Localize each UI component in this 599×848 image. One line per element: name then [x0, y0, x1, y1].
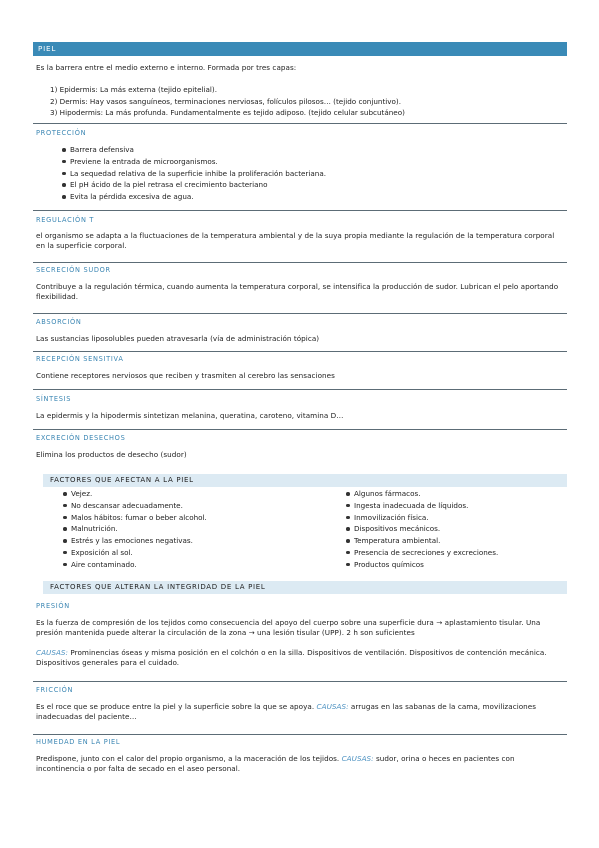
- causas-label: CAUSAS:: [341, 754, 374, 763]
- factores-afectan-left-list: [63, 488, 207, 571]
- humedad-text-after: sudor, orina o heces en pacientes con incontinencia o por falta de secado en el aseo personal.: [36, 754, 515, 773]
- regulacion-title: REGULACIÓN T: [36, 216, 95, 224]
- proteccion-item: Evita la pérdida excesiva de agua.: [62, 191, 326, 203]
- humedad-text-before: Predispone, junto con el calor del propio organismo, a la maceración de los tejidos.: [36, 754, 342, 763]
- factor-item: Exposición al sol.: [63, 547, 207, 559]
- presion-causas-text: Prominencias óseas y misma posición en el colchón o en la silla. Dispositivos de ventilación. Dispositivos de contención mecánica. Dispositivos generales para el cuidado.: [36, 648, 547, 667]
- divider: [33, 351, 567, 352]
- divider: [33, 734, 567, 735]
- factor-item: Ingesta inadecuada de líquidos.: [346, 500, 498, 512]
- divider: [33, 681, 567, 682]
- sintesis-text: La epidermis y la hipodermis sintetizan melanina, queratina, caroteno, vitamina D…: [36, 411, 344, 420]
- factores-afectan-band: [43, 474, 567, 487]
- factor-item: Temperatura ambiental.: [346, 535, 498, 547]
- recepcion-title: RECEPCIÓN SENSITIVA: [36, 355, 124, 363]
- factor-item: Presencia de secreciones y excreciones.: [346, 547, 498, 559]
- proteccion-item: La sequedad relativa de la superficie inhibe la proliferación bacteriana.: [62, 168, 326, 180]
- capa-item: 2) Dermis: Hay vasos sanguíneos, terminaciones nerviosas, folículos pilosos… (tejido conjuntivo).: [50, 96, 402, 106]
- factores-afectan-right-list: [346, 488, 498, 571]
- sintesis-title: SÍNTESIS: [36, 395, 72, 403]
- factor-item: Aire contaminado.: [63, 559, 207, 571]
- recepcion-text: Contiene receptores nerviosos que reciben y trasmiten al cerebro las sensaciones: [36, 371, 335, 380]
- divider: [33, 123, 567, 124]
- proteccion-item: Previene la entrada de microorganismos.: [62, 156, 326, 168]
- proteccion-item: El pH ácido de la piel retrasa el crecimiento bacteriano: [62, 179, 326, 191]
- divider: [33, 313, 567, 314]
- friccion-text-before: Es el roce que se produce entre la piel y la superficie sobre la que se apoya.: [36, 702, 317, 711]
- capa-item: 1) Epidermis: La más externa (tejido epitelial).: [50, 85, 218, 94]
- excrecion-title: EXCRECIÓN DESECHOS: [36, 434, 126, 442]
- proteccion-list: [62, 144, 326, 203]
- factor-item: Malos hábitos: fumar o beber alcohol.: [63, 512, 207, 524]
- regulacion-text: el organismo se adapta a la fluctuaciones de la temperatura ambiental y de la suya propia mediante la regulación de la temperatura corporal en la superficie corporal.: [36, 231, 555, 250]
- humedad-text: [36, 754, 564, 774]
- factor-item: Dispositivos mecánicos.: [346, 523, 498, 535]
- friccion-text-after: arrugas en las sabanas de la cama, movilizaciones inadecuadas del paciente…: [36, 702, 537, 721]
- absorcion-text: Las sustancias liposolubles pueden atravesarla (vía de administración tópica): [36, 334, 320, 343]
- causas-label: CAUSAS:: [36, 648, 69, 657]
- proteccion-item: Barrera defensiva: [62, 144, 326, 156]
- factor-item: No descansar adecuadamente.: [63, 500, 207, 512]
- divider: [33, 389, 567, 390]
- friccion-text: [36, 702, 564, 722]
- divider: [33, 429, 567, 430]
- factor-item: Inmovilización física.: [346, 512, 498, 524]
- capas-list: [50, 84, 405, 119]
- piel-title: PIEL: [38, 44, 57, 53]
- secrecion-title: SECRECIÓN SUDOR: [36, 266, 111, 274]
- friccion-title: FRICCIÓN: [36, 686, 74, 694]
- factor-item: Algunos fármacos.: [346, 488, 498, 500]
- factor-item: Productos químicos: [346, 559, 498, 571]
- factor-item: Vejez.: [63, 488, 207, 500]
- presion-causas: [36, 648, 564, 668]
- excrecion-text: Elimina los productos de desecho (sudor): [36, 450, 187, 459]
- absorcion-title: ABSORCIÓN: [36, 318, 82, 326]
- factor-item: Malnutrición.: [63, 523, 207, 535]
- piel-header-bar: [33, 42, 567, 56]
- humedad-title: HUMEDAD EN LA PIEL: [36, 738, 121, 746]
- divider: [33, 210, 567, 211]
- factor-item: Estrés y las emociones negativas.: [63, 535, 207, 547]
- presion-title: PRESIÓN: [36, 602, 70, 610]
- factores-alteran-band: [43, 581, 567, 594]
- causas-label: CAUSAS:: [316, 702, 349, 711]
- factores-alteran-title: FACTORES QUE ALTERAN LA INTEGRIDAD DE LA PIEL: [50, 583, 266, 591]
- divider: [33, 262, 567, 263]
- capa-item: 3) Hipodermis: La más profunda. Fundamentalmente es tejido adiposo. (tejido celular subcutáneo): [50, 108, 405, 117]
- factores-afectan-title: FACTORES QUE AFECTAN A LA PIEL: [50, 476, 194, 484]
- secrecion-text: Contribuye a la regulación térmica, cuando aumenta la temperatura corporal, se intensifica la producción de sudor. Lubrican el pelo aportando flexibilidad.: [36, 282, 559, 301]
- presion-text: Es la fuerza de compresión de los tejidos como consecuencia del apoyo del cuerpo sobre una superficie dura → aplastamiento tisular. Una presión mantenida puede alterar la circulación de la zona → una lesión tisular (UPP). 2 h son suficientes: [36, 618, 541, 637]
- piel-intro: Es la barrera entre el medio externo e interno. Formada por tres capas:: [36, 63, 297, 72]
- proteccion-title: PROTECCIÓN: [36, 129, 87, 137]
